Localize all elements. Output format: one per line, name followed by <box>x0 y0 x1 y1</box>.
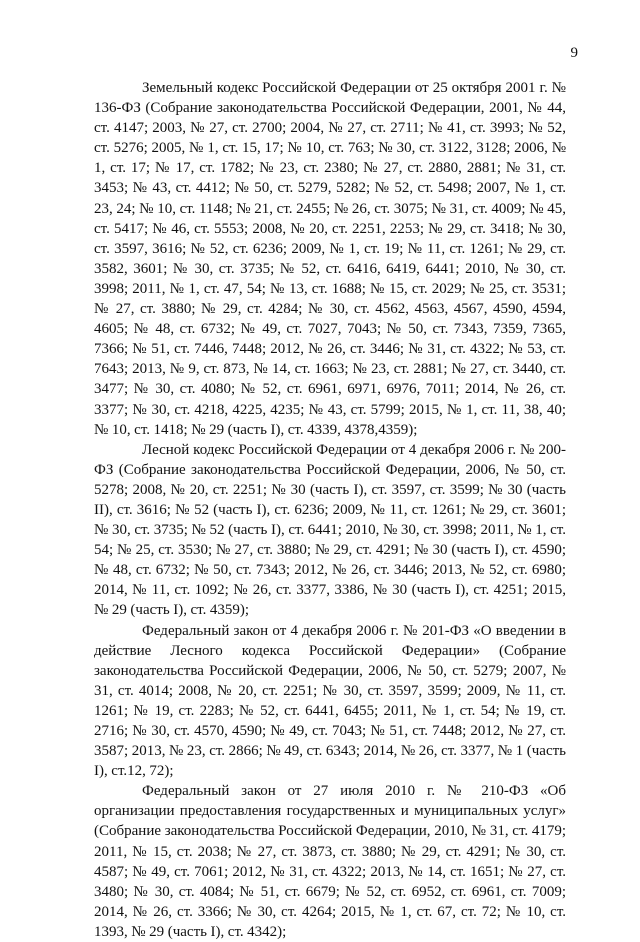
page-number: 9 <box>570 45 578 61</box>
paragraph-law-210-fz: Федеральный закон от 27 июля 2010 г. № 210-ФЗ «Об организации предоставления государственных и муниципальных услуг» (Собрание законодательства Российской Федерации, 2010, № 31, ст. 4179; 2011, № 15, ст. 2038; № 27, ст. 3873, ст. 3880; № 29, ст. 4291; № 30, ст. 4587; № 49, ст. 7061; 2012, № 31, ст. 4322; 2013, № 14, ст. 1651; № 27, ст. 3480; № 30, ст. 4084; № 51, ст. 6679; № 52, ст. 6952, ст. 6961, ст. 7009; 2014, № 26, ст. 3366; № 30, ст. 4264; 2015, № 1, ст. 67, ст. 72; № 10, ст. 1393, № 29 (часть I), ст. 4342); <box>94 783 566 940</box>
document-body <box>94 78 566 942</box>
paragraph-forest-code: Лесной кодекс Российской Федерации от 4 декабря 2006 г. № 200-ФЗ (Собрание законодательства Российской Федерации, 2006, № 50, ст. 5278; 2008, № 20, ст. 2251; № 30 (часть I), ст. 3597, ст. 3599; № 30 (часть II), ст. 3616; № 52 (часть I), ст. 6236; 2009, № 11, ст. 1261; № 29, ст. 3601; № 30, ст. 3735; № 52 (часть I), ст. 6441; 2010, № 30, ст. 3998; 2011, № 1, ст. 54; № 25, ст. 3530; № 27, ст. 3880; № 29, ст. 4291; № 30 (часть I), ст. 4590; № 48, ст. 6732; № 50, ст. 7343; 2012, № 26, ст. 3446; 2013, № 52, ст. 6980; 2014, № 11, ст. 1092; № 26, ст. 3377, 3386, № 30 (часть I), ст. 4251; 2015, № 29 (часть I), ст. 4359); <box>94 441 566 619</box>
paragraph-land-code: Земельный кодекс Российской Федерации от 25 октября 2001 г. № 136-ФЗ (Собрание законодательства Российской Федерации, 2001, № 44, ст. 4147; 2003, № 27, ст. 2700; 2004, № 27, ст. 2711; № 41, ст. 3993; № 52, ст. 5276; 2005, № 1, ст. 15, 17; № 10, ст. 763; № 30, ст. 3122, 3128; 2006, № 1, ст. 17; № 17, ст. 1782; № 23, ст. 2380; № 27, ст. 2880, 2881; № 31, ст. 3453; № 43, ст. 4412; № 50, ст. 5279, 5282; № 52, ст. 5498; 2007, № 1, ст. 23, 24; № 10, ст. 1148; № 21, ст. 2455; № 26, ст. 3075; № 31, ст. 4009; № 45, ст. 5417; № 46, ст. 5553; 2008, № 20, ст. 2251, 2253; № 29, ст. 3418; № 30, ст. 3597, 3616; № 52, ст. 6236; 2009, № 1, ст. 19; № 11, ст. 1261; № 29, ст. 3582, 3601; № 30, ст. 3735; № 52, ст. 6416, 6419, 6441; 2010, № 30, ст. 3998; 2011, № 1, ст. 47, 54; № 13, ст. 1688; № 15, ст. 2029; № 25, ст. 3531; № 27, ст. 3880; № 29, ст. 4284; № 30, ст. 4562, 4563, 4567, 4590, 4594, 4605; № 48, ст. 6732; № 49, ст. 7027, 7043; № 50, ст. 7343, 7359, 7365, 7366; № 51, ст. 7446, 7448; 2012, № 26, ст. 3446; № 31, ст. 4322; № 53, ст. 7643; 2013, № 9, ст. 873, № 14, ст. 1663; № 23, ст. 2881; № 27, ст. 3440, ст. 3477; № 30, ст. 4080; № 52, ст. 6961, 6971, 6976, 7011; 2014, № 26, ст. 3377; № 30, ст. 4218, 4225, 4235; № 43, ст. 5799; 2015, № 1, ст. 11, 38, 40; № 10, ст. 1418; № 29 (часть I), ст. 4339, 4378,4359); <box>94 80 566 438</box>
paragraph-law-201-fz: Федеральный закон от 4 декабря 2006 г. № 201-ФЗ «О введении в действие Лесного кодекса Российской Федерации» (Собрание законодательства Российской Федерации, 2006, № 50, ст. 5279; 2007, № 31, ст. 4014; 2008, № 20, ст. 2251; № 30, ст. 3597, 3599; 2009, № 11, ст. 1261; № 19, ст. 2283; № 52, ст. 6441, 6455; 2011, № 1, ст. 54; № 19, ст. 2716; № 30, ст. 4570, 4590; № 49, ст. 7043; № 51, ст. 7448; 2012, № 27, ст. 3587; 2013, № 23, ст. 2866; № 49, ст. 6343; 2014, № 26, ст. 3377, № 1 (часть I), ст.12, 72); <box>94 622 566 780</box>
